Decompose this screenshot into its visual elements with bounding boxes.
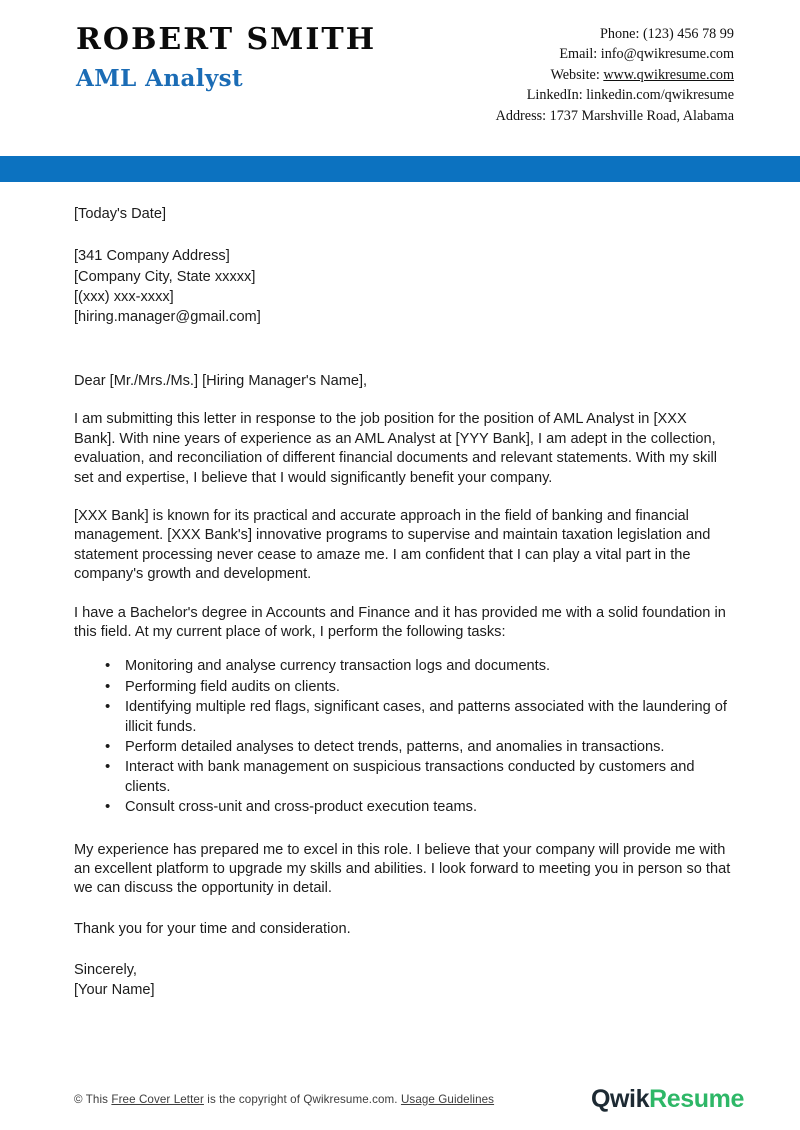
contact-address: Address: 1737 Marshville Road, Alabama [495,107,734,124]
free-cover-letter-link[interactable]: Free Cover Letter [111,1092,204,1106]
page-footer [0,1068,800,1130]
bullet-icon: • [105,677,111,695]
footer-copyright-middle: is the copyright of Qwikresume.com. [203,1092,401,1106]
list-item-text: Performing field audits on clients. [125,678,340,695]
contact-email: Email: info@qwikresume.com [559,46,734,63]
qwikresume-logo[interactable] [590,1084,744,1113]
recipient-address-block [74,246,732,327]
contact-linkedin: LinkedIn: linkedin.com/qwikresume [526,87,734,104]
list-item [74,678,732,697]
list-item-text: Perform detailed analyses to detect trends, patterns, and anomalies in transactions. [125,739,665,755]
recipient-line: [hiring.manager@gmail.com] [74,308,261,325]
contact-website-label: Website: [550,66,604,83]
list-item-text: Monitoring and analyse currency transaction logs and documents. [125,658,551,675]
responsibilities-list [74,657,732,817]
list-item [74,698,732,737]
bullet-icon: • [105,738,111,755]
list-item-text: Identifying multiple red flags, significant cases, and patterns associated with the laundering of illicit funds. [125,699,727,735]
letter-body [0,182,800,1001]
contact-phone: Phone: (123) 456 78 99 [600,26,734,42]
brand-name-first: Qwik [590,1084,650,1113]
contact-website-link[interactable]: www.qwikresume.com [603,66,734,83]
letter-date: [Today's Date] [74,206,167,222]
letter-paragraph-2: [XXX Bank] is known for its practical and accurate approach in the field of banking and financial management. [XXX Bank's] innovative programs to supervise and maintain taxation legislation and statement processing never cease to amaze me. I am confident that I can play a vital part in the company's growth and development. [74,507,711,583]
signoff-name: [Your Name] [74,982,155,999]
letter-thanks: Thank you for your time and consideration. [74,920,351,937]
list-item-text: Interact with bank management on suspicious transactions conducted by customers and clients. [125,759,695,795]
letter-paragraph-3: I have a Bachelor's degree in Accounts and Finance and it has provided me with a solid foundation in this field. At my current place of work, I perform the following tasks: [74,604,726,640]
bullet-icon: • [105,798,111,816]
brand-name-second: Resume [649,1084,744,1113]
bullet-icon: • [105,698,111,716]
usage-guidelines-link[interactable]: Usage Guidelines [400,1092,495,1106]
letter-salutation: Dear [Mr./Mrs./Ms.] [Hiring Manager's Name], [74,372,368,389]
contact-details [496,22,734,126]
recipient-line: [341 Company Address] [74,248,230,265]
letter-header [0,0,800,126]
letter-signoff [74,960,732,1000]
bullet-icon: • [105,758,111,776]
letter-paragraph-1: I am submitting this letter in response to the job position for the position of AML Analyst in [XXX Bank]. With nine years of experience as an AML Analyst at [YYY Bank], I am adept in the collection, evaluation, and reconciliation of different financial documents and relevant statements. With my skill set and expertise, I believe that I would significantly benefit your company. [74,411,718,486]
identity-block [76,22,376,92]
list-item [74,798,732,817]
list-item [74,657,732,676]
candidate-job-title: AML Analyst [76,65,244,93]
signoff-word: Sincerely, [74,962,137,979]
recipient-line: [(xxx) xxx-xxxx] [74,288,174,305]
footer-copyright-prefix: © This [74,1092,112,1106]
list-item-text: Consult cross-unit and cross-product execution teams. [125,799,478,816]
contact-website [496,65,734,85]
footer-copyright [74,1093,494,1106]
bullet-icon: • [105,657,111,675]
list-item [74,758,732,797]
header-accent-bar [0,156,800,182]
candidate-name: ROBERT SMITH [76,22,377,57]
recipient-line: [Company City, State xxxxx] [74,268,256,285]
letter-paragraph-4: My experience has prepared me to excel in this role. I believe that your company will provide me with an excellent platform to upgrade my skills and abilities. I look forward to meeting you in person so that we can discuss the opportunity in detail. [74,841,731,897]
list-item [74,738,732,757]
